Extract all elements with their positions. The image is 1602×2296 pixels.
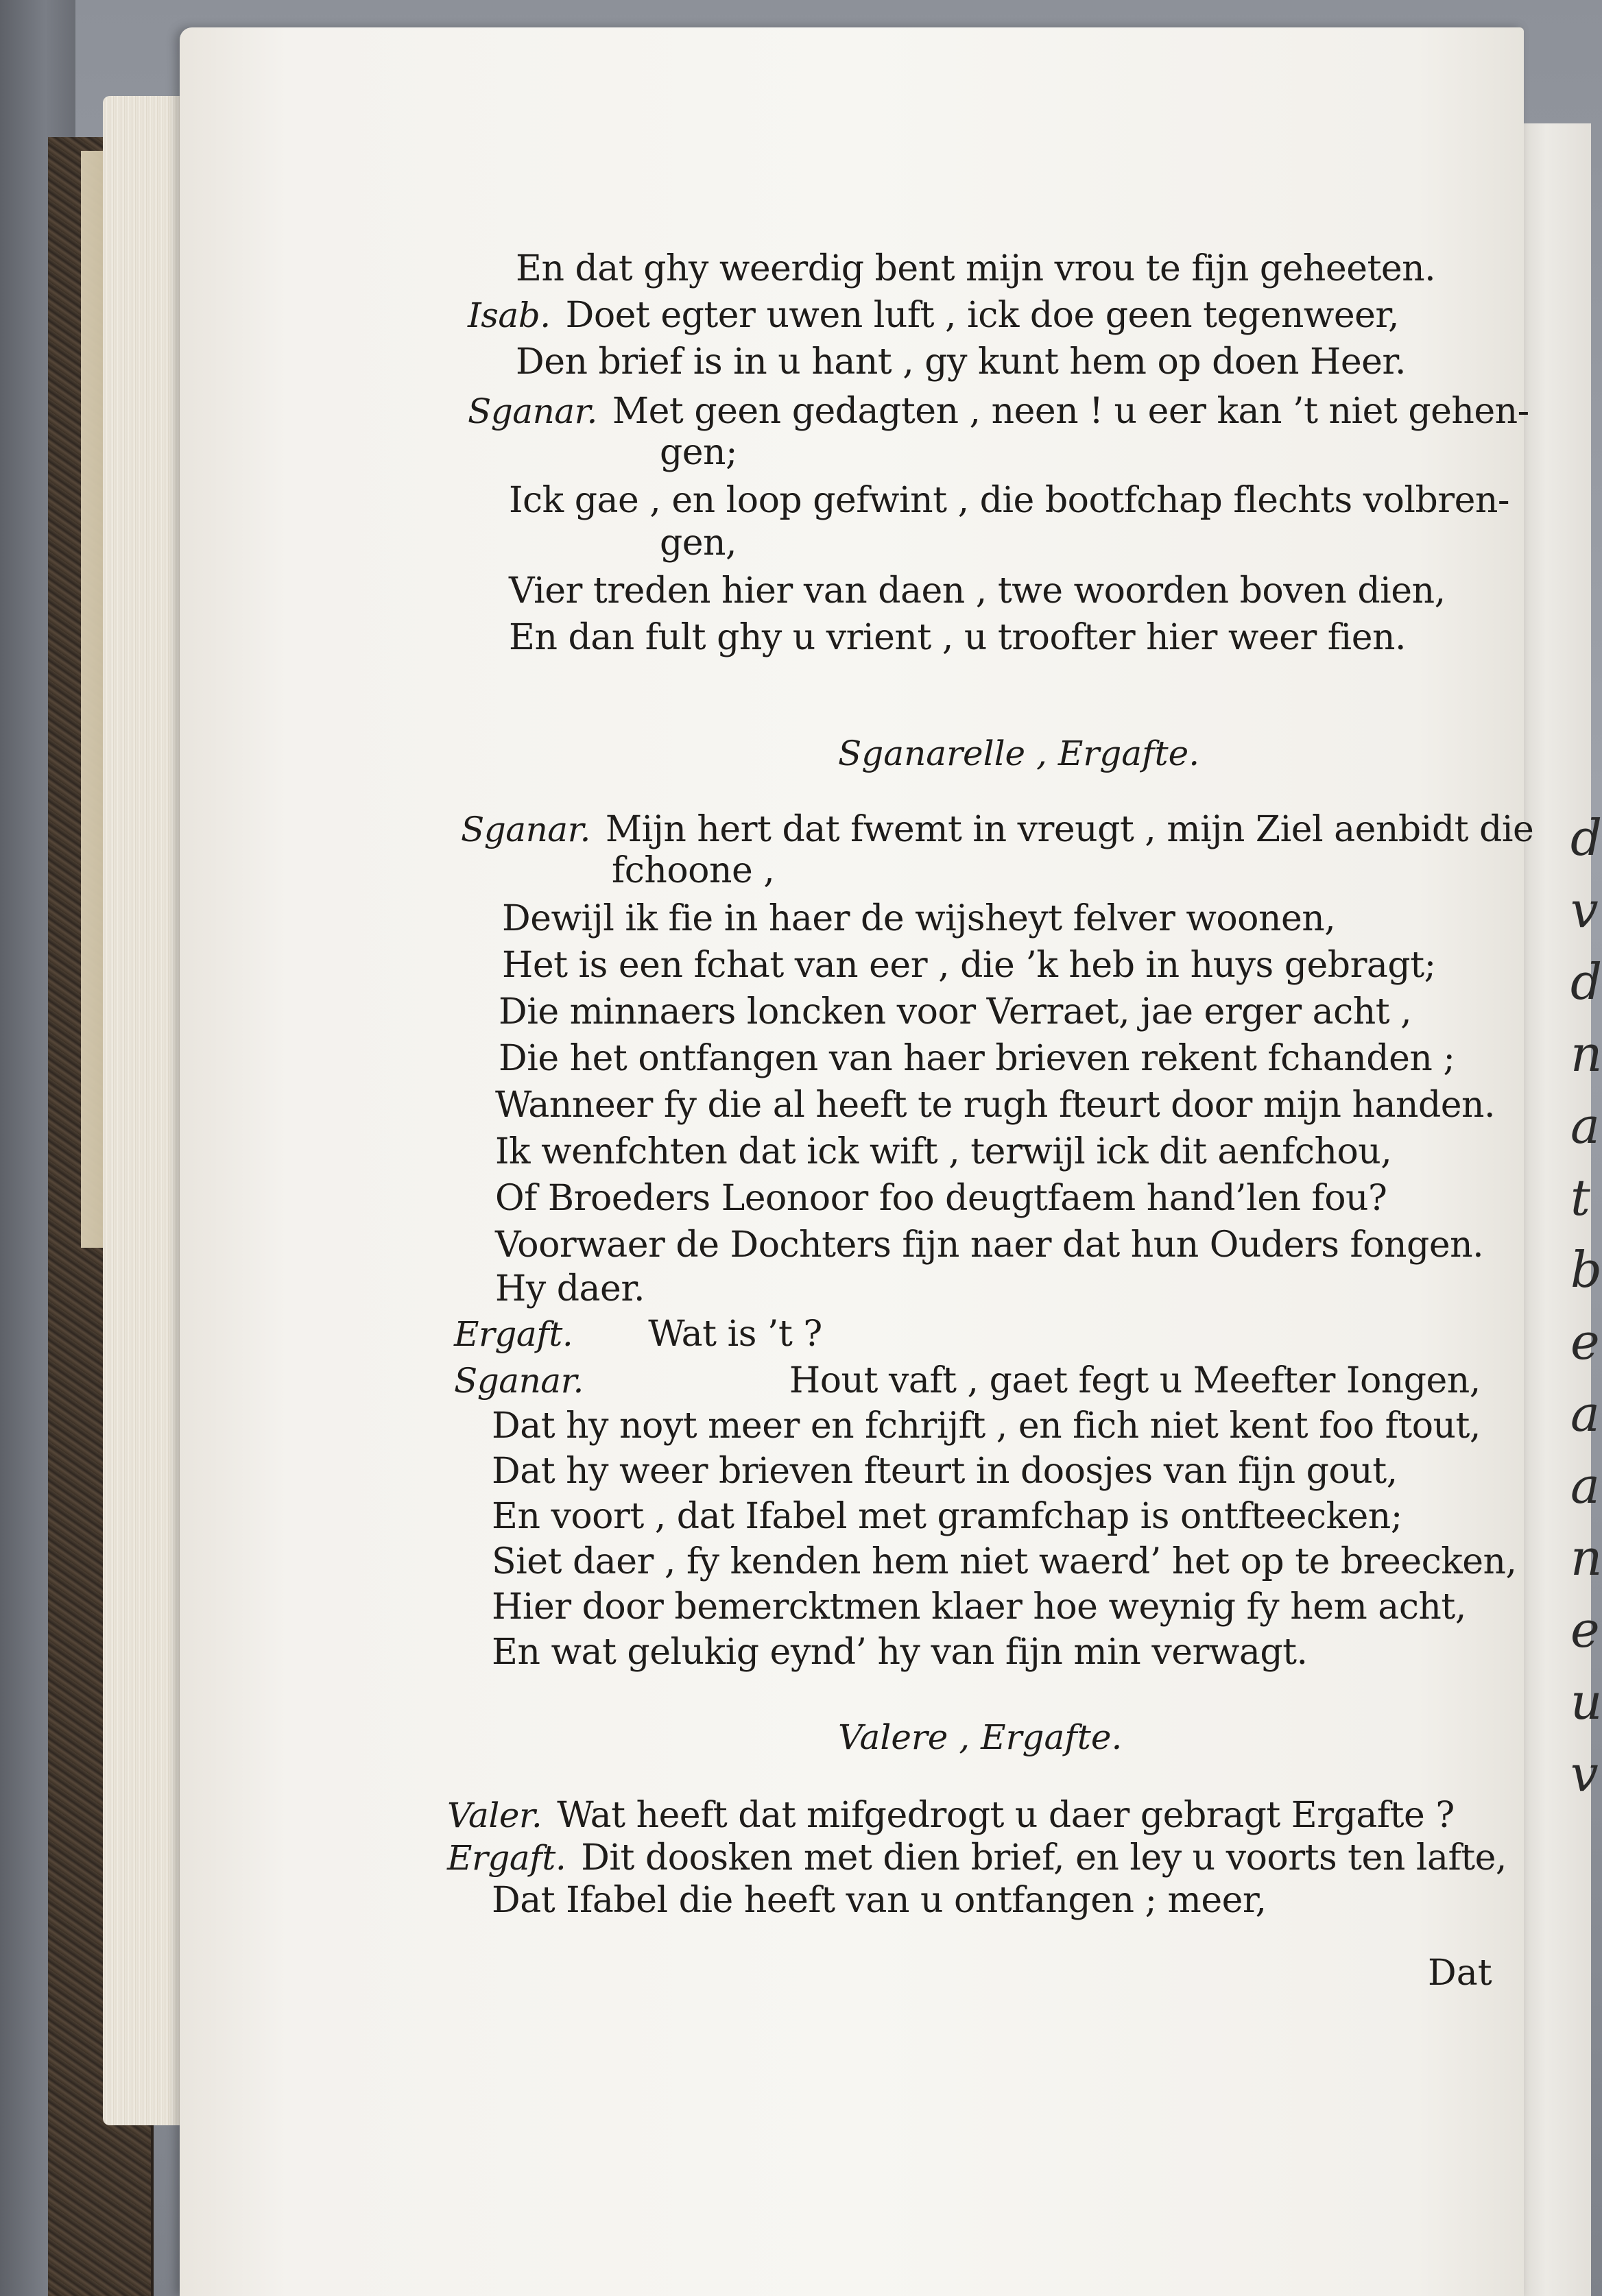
- line-text: Ick gae , en loop gefwint , die bootfchap flechts volbren-: [509, 480, 1509, 521]
- verse-line: [516, 341, 1406, 383]
- line-text: Het is een fchat van eer , die ’k heb in huys gebragt;: [502, 945, 1436, 986]
- line-text: Ik wenfchten dat ick wift , terwijl ick dit aenfchou,: [495, 1131, 1392, 1172]
- line-text: Mijn hert dat fwemt in vreugt , mijn Ziel aenbidt die: [605, 809, 1534, 850]
- facing-page-fragment: e: [1570, 1601, 1600, 1658]
- line-text: Siet daer , fy kenden hem niet waerd’ het op te breecken,: [492, 1541, 1517, 1582]
- verse-line: [499, 1038, 1455, 1079]
- line-text: fchoone ,: [612, 850, 775, 891]
- speaker-label: Ergaft.: [447, 1838, 566, 1878]
- facing-page-fragment: d: [1570, 809, 1602, 867]
- book-page: [180, 27, 1534, 2296]
- line-text: gen,: [660, 522, 737, 564]
- facing-page-fragment: t: [1570, 1169, 1590, 1226]
- line-text: Die het ontfangen van haer brieven rekent fchanden ;: [499, 1038, 1455, 1079]
- verse-line: [509, 617, 1406, 658]
- verse-line: [660, 432, 737, 473]
- line-text: gen;: [660, 432, 738, 473]
- line-text: Dit doosken met dien brief, en ley u voorts ten lafte,: [581, 1837, 1507, 1878]
- verse-line: [509, 570, 1446, 612]
- verse-line: [468, 295, 1399, 336]
- scene-heading: Sganarelle , Ergafte.: [838, 734, 1200, 773]
- line-text: Den brief is in u hant , gy kunt hem op doen Heer.: [516, 341, 1407, 383]
- verse-line: [454, 1314, 822, 1355]
- speaker-label: Valer.: [447, 1796, 542, 1835]
- line-text: Of Broeders Leonoor foo deugtfaem hand’len fou?: [495, 1178, 1387, 1219]
- speaker-label: Sganar.: [461, 810, 590, 849]
- facing-page-fragment: n: [1570, 1025, 1602, 1083]
- line-text: Die minnaers loncken voor Verraet, jae erger acht ,: [499, 991, 1412, 1032]
- line-text: Hy daer.: [495, 1268, 645, 1309]
- page-text: [180, 27, 1534, 2296]
- verse-line: [492, 1632, 1308, 1673]
- verse-line: [612, 850, 774, 891]
- facing-page-fragment: a: [1570, 1385, 1600, 1442]
- verse-line: [660, 522, 737, 564]
- verse-line: [495, 1085, 1495, 1126]
- verse-line: [495, 1268, 645, 1309]
- line-text: En wat gelukig eynd’ hy van fijn min verwagt.: [492, 1632, 1308, 1673]
- verse-line: [492, 1541, 1517, 1582]
- line-text: Met geen gedagten , neen ! u eer kan ’t niet gehen-: [612, 391, 1529, 432]
- verse-line: [502, 945, 1436, 986]
- verse-line: [447, 1837, 1507, 1878]
- line-text: Wanneer fy die al heeft te rugh fteurt door mijn handen.: [495, 1085, 1496, 1126]
- speaker-label: Sganar.: [468, 391, 597, 431]
- line-text: Dat hy noyt meer en fchrijft , en fich niet kent foo ftout,: [492, 1405, 1481, 1447]
- line-text: Wat heeft dat mifgedrogt u daer gebragt Ergafte ?: [557, 1795, 1455, 1836]
- verse-line: [492, 1496, 1402, 1537]
- line-text: Wat is ’t ?: [648, 1314, 822, 1355]
- speaker-label: Isab.: [468, 295, 551, 335]
- verse-line: [454, 1360, 1481, 1401]
- facing-page-fragment: n: [1570, 1529, 1602, 1586]
- verse-line: [447, 1795, 1455, 1836]
- speaker-label: Sganar.: [454, 1361, 584, 1401]
- page-edges: [103, 96, 192, 2125]
- verse-line: [492, 1880, 1267, 1921]
- verse-line: [516, 248, 1435, 289]
- verse-line: [502, 898, 1335, 939]
- line-text: Dat Ifabel die heeft van u ontfangen ; meer,: [492, 1880, 1267, 1921]
- facing-page-fragment: v: [1570, 881, 1599, 939]
- line-text: En dat ghy weerdig bent mijn vrou te fijn geheeten.: [516, 248, 1436, 289]
- verse-line: [499, 991, 1411, 1032]
- verse-line: [509, 480, 1509, 521]
- facing-page-fragment: b: [1570, 1241, 1602, 1298]
- verse-line: [468, 391, 1529, 432]
- catchword: Dat: [1428, 1953, 1492, 1994]
- facing-page-fragment: v: [1570, 1745, 1599, 1802]
- line-text: En voort , dat Ifabel met gramfchap is ontfteecken;: [492, 1496, 1402, 1537]
- facing-page-fragment: a: [1570, 1097, 1600, 1155]
- facing-page-fragment: d: [1570, 953, 1602, 1011]
- line-text: Dewijl ik fie in haer de wijsheyt felver woonen,: [502, 898, 1336, 939]
- verse-line: [492, 1586, 1466, 1628]
- facing-page-fragment: e: [1570, 1313, 1600, 1370]
- line-text: Voorwaer de Dochters fijn naer dat hun Ouders fongen.: [495, 1224, 1484, 1266]
- speaker-label: Ergaft.: [454, 1314, 573, 1354]
- facing-page-fragment: a: [1570, 1457, 1600, 1514]
- line-text: Doet egter uwen luft , ick doe geen tegenweer,: [565, 295, 1400, 336]
- line-text: Hout vaft , gaet fegt u Meefter Iongen,: [789, 1360, 1481, 1401]
- line-text: Dat hy weer brieven fteurt in doosjes van fijn gout,: [492, 1451, 1398, 1492]
- verse-line: [495, 1224, 1483, 1266]
- line-text: Hier door bemercktmen klaer hoe weynig fy hem acht,: [492, 1586, 1466, 1628]
- verse-line: [492, 1405, 1481, 1447]
- facing-page: [1512, 123, 1602, 2296]
- line-text: Vier treden hier van daen , twe woorden boven dien,: [509, 570, 1446, 612]
- line-text: En dan fult ghy u vrient , u troofter hier weer fien.: [509, 617, 1406, 658]
- verse-line: [461, 809, 1533, 850]
- verse-line: [495, 1178, 1387, 1219]
- scene-heading: Valere , Ergafte.: [838, 1717, 1123, 1757]
- facing-page-fragment: u: [1570, 1673, 1602, 1730]
- verse-line: [495, 1131, 1391, 1172]
- verse-line: [492, 1451, 1398, 1492]
